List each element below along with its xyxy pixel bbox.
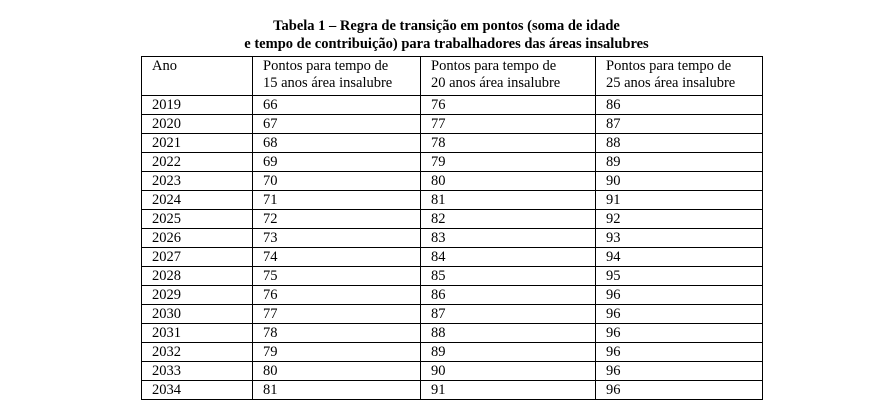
points-15-cell: 66 <box>253 96 421 115</box>
table-caption <box>0 17 893 53</box>
year-cell: 2034 <box>142 381 253 400</box>
year-cell: 2022 <box>142 153 253 172</box>
table-row <box>142 248 763 267</box>
points-25-cell: 90 <box>596 172 763 191</box>
table-row <box>142 191 763 210</box>
table-row <box>142 267 763 286</box>
table-header-row <box>142 57 763 96</box>
points-25-cell: 87 <box>596 115 763 134</box>
points-20-cell: 87 <box>421 305 596 324</box>
points-15-cell: 81 <box>253 381 421 400</box>
year-cell: 2028 <box>142 267 253 286</box>
points-20-cell: 77 <box>421 115 596 134</box>
table-row <box>142 229 763 248</box>
table-row <box>142 115 763 134</box>
year-cell: 2026 <box>142 229 253 248</box>
table-row <box>142 134 763 153</box>
points-15-cell: 73 <box>253 229 421 248</box>
points-15-cell: 76 <box>253 286 421 305</box>
table-row <box>142 343 763 362</box>
points-20-cell: 88 <box>421 324 596 343</box>
points-15-cell: 70 <box>253 172 421 191</box>
points-25-cell: 95 <box>596 267 763 286</box>
points-25-cell: 94 <box>596 248 763 267</box>
points-15-cell: 79 <box>253 343 421 362</box>
table-row <box>142 324 763 343</box>
points-20-cell: 91 <box>421 381 596 400</box>
year-cell: 2021 <box>142 134 253 153</box>
points-25-cell: 96 <box>596 305 763 324</box>
header-points-20-years: Pontos para tempo de 20 anos área insalubre <box>421 57 596 96</box>
year-cell: 2029 <box>142 286 253 305</box>
points-25-cell: 88 <box>596 134 763 153</box>
points-25-cell: 96 <box>596 324 763 343</box>
table-row <box>142 153 763 172</box>
year-cell: 2020 <box>142 115 253 134</box>
points-15-cell: 67 <box>253 115 421 134</box>
points-20-cell: 82 <box>421 210 596 229</box>
points-25-cell: 92 <box>596 210 763 229</box>
header-points-25-years: Pontos para tempo de 25 anos área insalubre <box>596 57 763 96</box>
points-25-cell: 89 <box>596 153 763 172</box>
table-row <box>142 286 763 305</box>
caption-line-1: Tabela 1 – Regra de transição em pontos (soma de idade <box>273 18 620 34</box>
points-20-cell: 76 <box>421 96 596 115</box>
points-15-cell: 77 <box>253 305 421 324</box>
points-25-cell: 96 <box>596 362 763 381</box>
points-25-cell: 96 <box>596 343 763 362</box>
table-row <box>142 96 763 115</box>
year-cell: 2033 <box>142 362 253 381</box>
caption-line-2: e tempo de contribuição) para trabalhadores das áreas insalubres <box>244 36 649 52</box>
year-cell: 2019 <box>142 96 253 115</box>
points-15-cell: 72 <box>253 210 421 229</box>
year-cell: 2027 <box>142 248 253 267</box>
table-row <box>142 305 763 324</box>
table-row <box>142 381 763 400</box>
points-15-cell: 71 <box>253 191 421 210</box>
year-cell: 2024 <box>142 191 253 210</box>
table-row <box>142 362 763 381</box>
header-year: Ano <box>142 57 253 96</box>
year-cell: 2030 <box>142 305 253 324</box>
header-points-15-years: Pontos para tempo de 15 anos área insalubre <box>253 57 421 96</box>
points-15-cell: 78 <box>253 324 421 343</box>
year-cell: 2032 <box>142 343 253 362</box>
table-row <box>142 210 763 229</box>
points-20-cell: 78 <box>421 134 596 153</box>
points-25-cell: 93 <box>596 229 763 248</box>
year-cell: 2031 <box>142 324 253 343</box>
points-15-cell: 69 <box>253 153 421 172</box>
points-20-cell: 79 <box>421 153 596 172</box>
points-20-cell: 84 <box>421 248 596 267</box>
year-cell: 2025 <box>142 210 253 229</box>
points-25-cell: 91 <box>596 191 763 210</box>
points-20-cell: 80 <box>421 172 596 191</box>
points-20-cell: 85 <box>421 267 596 286</box>
points-20-cell: 83 <box>421 229 596 248</box>
points-15-cell: 75 <box>253 267 421 286</box>
points-20-cell: 90 <box>421 362 596 381</box>
points-20-cell: 86 <box>421 286 596 305</box>
year-cell: 2023 <box>142 172 253 191</box>
points-25-cell: 96 <box>596 381 763 400</box>
points-20-cell: 89 <box>421 343 596 362</box>
points-15-cell: 68 <box>253 134 421 153</box>
points-25-cell: 96 <box>596 286 763 305</box>
points-25-cell: 86 <box>596 96 763 115</box>
points-15-cell: 80 <box>253 362 421 381</box>
points-15-cell: 74 <box>253 248 421 267</box>
table-body <box>142 96 763 400</box>
points-20-cell: 81 <box>421 191 596 210</box>
table-row <box>142 172 763 191</box>
transition-points-table <box>141 56 763 400</box>
